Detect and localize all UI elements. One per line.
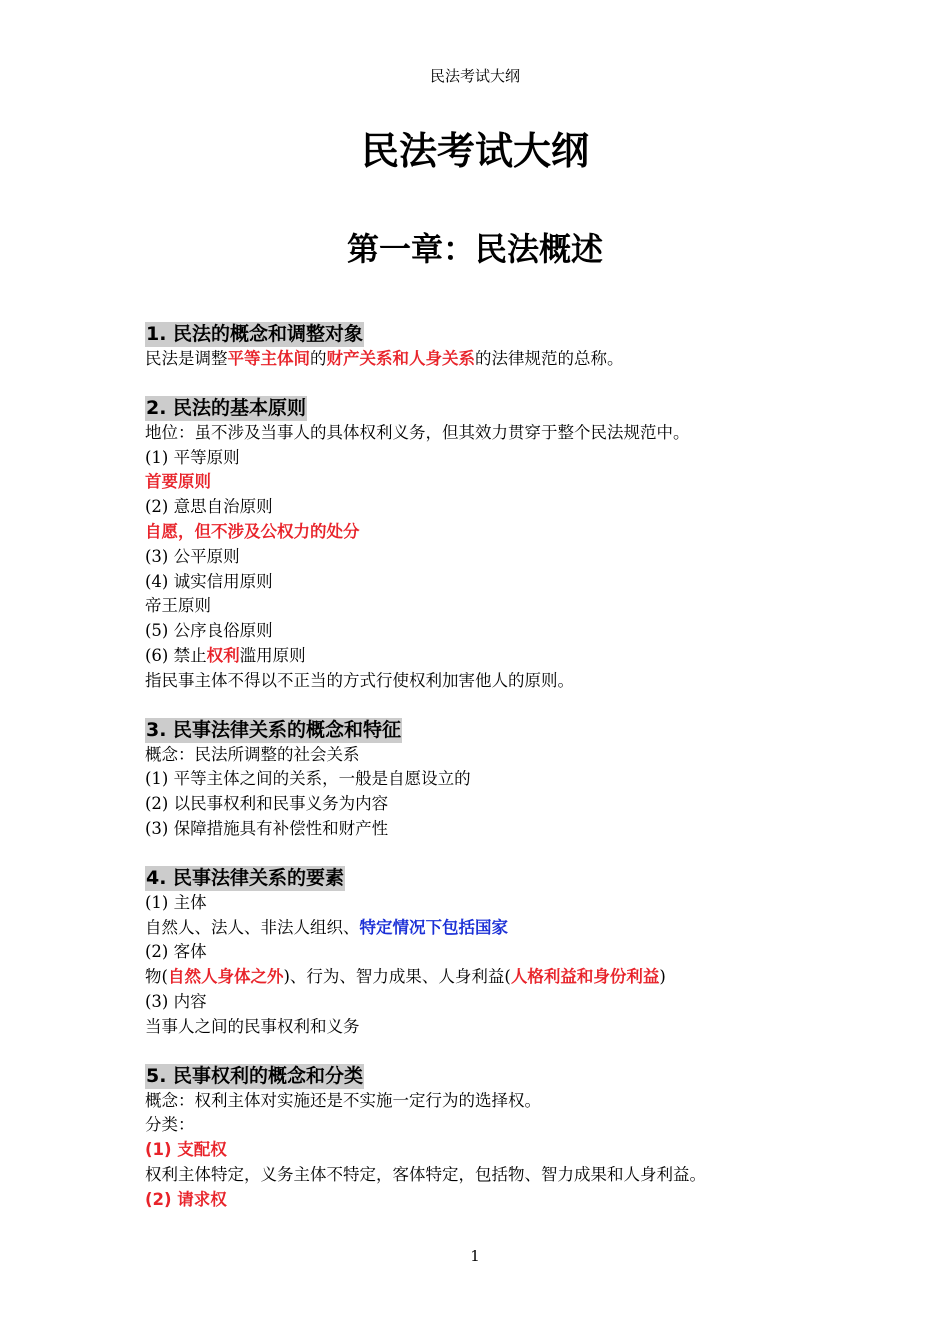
text-line — [145, 1138, 825, 1163]
text-line — [145, 792, 825, 817]
text-line — [145, 644, 825, 669]
highlighted-text: 权利 — [206, 645, 240, 665]
text-line — [145, 570, 825, 595]
text-run: 当事人之间的民事权利和义务 — [145, 1016, 360, 1036]
section-heading: 4. 民事法律关系的要素 — [146, 866, 345, 889]
text-run: (4) 诚实信用原则 — [145, 571, 273, 591]
text-run: 指民事主体不得以不正当的方式行使权利加害他人的原则。 — [145, 670, 574, 690]
page-number: 1 — [470, 1247, 480, 1265]
text-run: (2) 客体 — [145, 942, 207, 962]
text-line — [145, 1188, 825, 1213]
section-1 — [145, 322, 825, 372]
highlighted-text: 自然人身体之外 — [167, 967, 284, 987]
section-heading: 5. 民事权利的概念和分类 — [146, 1064, 364, 1087]
text-run: (2) 意思自治原则 — [145, 497, 273, 517]
section-heading: 2. 民法的基本原则 — [146, 396, 307, 419]
highlighted-text: 特定情况下包括国家 — [359, 917, 508, 937]
text-line — [145, 669, 825, 694]
text-line — [145, 545, 825, 570]
highlighted-text: 人格利益和身份利益 — [510, 967, 660, 987]
text-line — [145, 1015, 825, 1040]
text-line — [145, 965, 825, 990]
text-line — [145, 347, 825, 372]
text-line — [145, 891, 825, 916]
page-header: 民法考试大纲 — [429, 67, 520, 85]
text-run: 分类： — [145, 1115, 195, 1135]
text-run: 滥用原则 — [239, 645, 306, 665]
text-run: 权利主体特定，义务主体不特定，客体特定，包括物、智力成果和人身利益。 — [145, 1164, 706, 1184]
text-run: (3) 保障措施具有补偿性和财产性 — [145, 818, 389, 838]
text-run: (2) 以民事权利和民事义务为内容 — [145, 794, 389, 814]
text-run: 概念：民法所调整的社会关系 — [145, 744, 360, 764]
highlighted-text: 自愿，但不涉及公权力的处分 — [145, 521, 360, 541]
document-title: 民法考试大纲 — [360, 129, 589, 173]
text-line — [145, 1163, 825, 1188]
text-line — [145, 619, 825, 644]
section-4 — [145, 866, 825, 1040]
text-line — [145, 767, 825, 792]
highlighted-text: 财产关系和人身关系 — [326, 349, 475, 368]
text-line — [145, 1089, 825, 1114]
text-run: 帝王原则 — [145, 596, 211, 616]
text-run: (6) 禁止 — [145, 645, 207, 665]
text-line — [145, 446, 825, 471]
text-run: (1) 主体 — [145, 892, 207, 912]
text-run: ) — [659, 967, 666, 987]
text-run: (3) 内容 — [145, 991, 207, 1011]
text-run: )、行为、智力成果、人身利益( — [283, 967, 511, 987]
text-line — [145, 470, 825, 495]
text-line — [145, 940, 825, 965]
text-line — [145, 1113, 825, 1138]
section-heading: 3. 民事法律关系的概念和特征 — [146, 718, 402, 741]
highlighted-text: (2) 请求权 — [145, 1189, 227, 1209]
text-line — [145, 916, 825, 941]
text-run: 物( — [145, 967, 168, 987]
text-run: (1) 平等原则 — [145, 447, 240, 467]
text-line — [145, 495, 825, 520]
section-heading: 1. 民法的概念和调整对象 — [146, 323, 364, 345]
highlighted-text: 平等主体间 — [227, 349, 310, 368]
text-run: 的 — [310, 349, 327, 368]
text-run: 自然人、法人、非法人组织、 — [145, 917, 360, 937]
text-line — [145, 743, 825, 768]
section-2 — [145, 396, 825, 694]
text-line — [145, 421, 825, 446]
text-line — [145, 990, 825, 1015]
text-line — [145, 817, 825, 842]
highlighted-text: 首要原则 — [145, 472, 211, 492]
highlighted-text: (1) 支配权 — [145, 1140, 227, 1160]
text-run: (1) 平等主体之间的关系，一般是自愿设立的 — [145, 769, 471, 789]
chapter-title: 第一章：民法概述 — [346, 230, 603, 268]
document-body — [145, 322, 825, 1237]
text-run: 地位：虽不涉及当事人的具体权利义务，但其效力贯穿于整个民法规范中。 — [145, 422, 690, 442]
text-run: 概念：权利主体对实施还是不实施一定行为的选择权。 — [145, 1090, 541, 1110]
text-run: 民法是调整 — [145, 349, 228, 368]
section-5 — [145, 1064, 825, 1213]
section-3 — [145, 718, 825, 842]
text-run: 的法律规范的总称。 — [475, 349, 624, 368]
text-run: (3) 公平原则 — [145, 546, 240, 566]
text-line — [145, 594, 825, 619]
text-line — [145, 520, 825, 545]
text-run: (5) 公序良俗原则 — [145, 621, 273, 641]
